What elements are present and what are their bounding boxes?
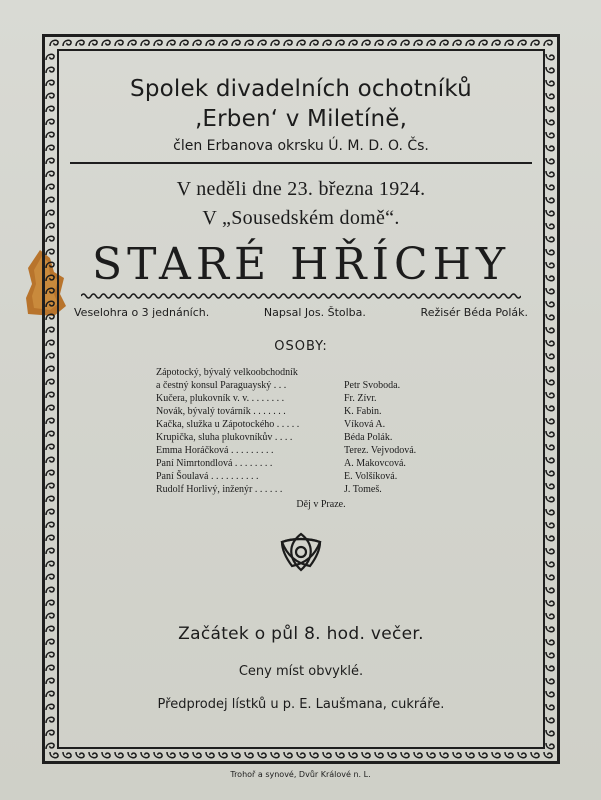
cast-actor bbox=[344, 366, 446, 379]
wave-divider bbox=[81, 292, 521, 300]
director-text: Režisér Béda Polák. bbox=[420, 306, 528, 319]
venue-line: V „Sousedském domě“. bbox=[202, 207, 400, 229]
play-credits bbox=[70, 306, 532, 319]
cast-row bbox=[156, 483, 446, 496]
divider-rule bbox=[70, 162, 532, 164]
cast-actor: A. Makovcová. bbox=[344, 458, 406, 469]
start-time: Začátek o půl 8. hod. večer. bbox=[178, 624, 424, 644]
triquetra-ornament-icon bbox=[278, 530, 324, 574]
cast-row bbox=[156, 405, 446, 418]
prices-line: Ceny míst obvyklé. bbox=[238, 664, 364, 679]
society-line-2: ‚Erben‘ v Miletíně, bbox=[194, 106, 408, 132]
cast-actor: K. Fabin. bbox=[344, 406, 382, 417]
date-line: V neděli dne 23. března 1924. bbox=[176, 178, 426, 200]
cast-row bbox=[156, 379, 446, 392]
cast-row bbox=[156, 470, 446, 483]
cast-row bbox=[156, 457, 446, 470]
cast-role: Emma Horáčková . . . . . . . . . bbox=[156, 445, 274, 456]
cast-role: Rudolf Horlivý, inženýr . . . . . . bbox=[156, 484, 283, 495]
cast-actor: Petr Svoboda. bbox=[344, 380, 401, 391]
cast-actor: Terez. Vejvodová. bbox=[344, 445, 417, 456]
cast-row bbox=[156, 392, 446, 405]
cast-row bbox=[156, 418, 446, 431]
society-name bbox=[70, 74, 532, 134]
cast-actor: J. Tomeš. bbox=[344, 484, 382, 495]
play-title: STARÉ HŘÍCHY bbox=[91, 239, 511, 290]
cast-actor: E. Volšíková. bbox=[344, 471, 398, 482]
cast-actor: Víková A. bbox=[344, 419, 386, 430]
cast-role: Novák, bývalý továrník . . . . . . . bbox=[156, 406, 286, 417]
cast-role: Zápotocký, bývalý velkoobchodník bbox=[156, 367, 298, 378]
cast-actor: Fr. Zívr. bbox=[344, 393, 377, 404]
printer-credit: Trohoř a synové, Dvůr Králové n. L. bbox=[230, 770, 371, 779]
cast-row bbox=[156, 444, 446, 457]
cast-actor: Béda Polák. bbox=[344, 432, 393, 443]
cast-role: Kačka, služka u Zápotockého . . . . . bbox=[156, 419, 300, 430]
cast-role: Paní Šoulavá . . . . . . . . . . bbox=[156, 471, 259, 482]
genre-text: Veselohra o 3 jednáních. bbox=[74, 306, 210, 319]
society-line-1: Spolek divadelních ochotníků bbox=[130, 76, 472, 102]
cast-row bbox=[156, 366, 446, 379]
cast-role: Krupička, sluha plukovníkův . . . . bbox=[156, 432, 293, 443]
cast-heading: OSOBY: bbox=[274, 339, 328, 354]
cast-role: Paní Nimrtondlová . . . . . . . . bbox=[156, 458, 273, 469]
setting-line: Děj v Praze. bbox=[296, 499, 346, 510]
author-text: Napsal Jos. Štolba. bbox=[263, 306, 366, 319]
cast-list bbox=[156, 366, 446, 496]
member-line: člen Erbanova okrsku Ú. M. D. O. Čs. bbox=[173, 138, 429, 154]
poster-content bbox=[70, 70, 532, 712]
cast-role: a čestný konsul Paraguayský . . . bbox=[156, 380, 287, 391]
cast-row bbox=[156, 431, 446, 444]
cast-role: Kučera, plukovník v. v. . . . . . . . bbox=[156, 393, 285, 404]
presale-line: Předprodej lístků u p. E. Laušmana, cukráře. bbox=[157, 697, 445, 712]
